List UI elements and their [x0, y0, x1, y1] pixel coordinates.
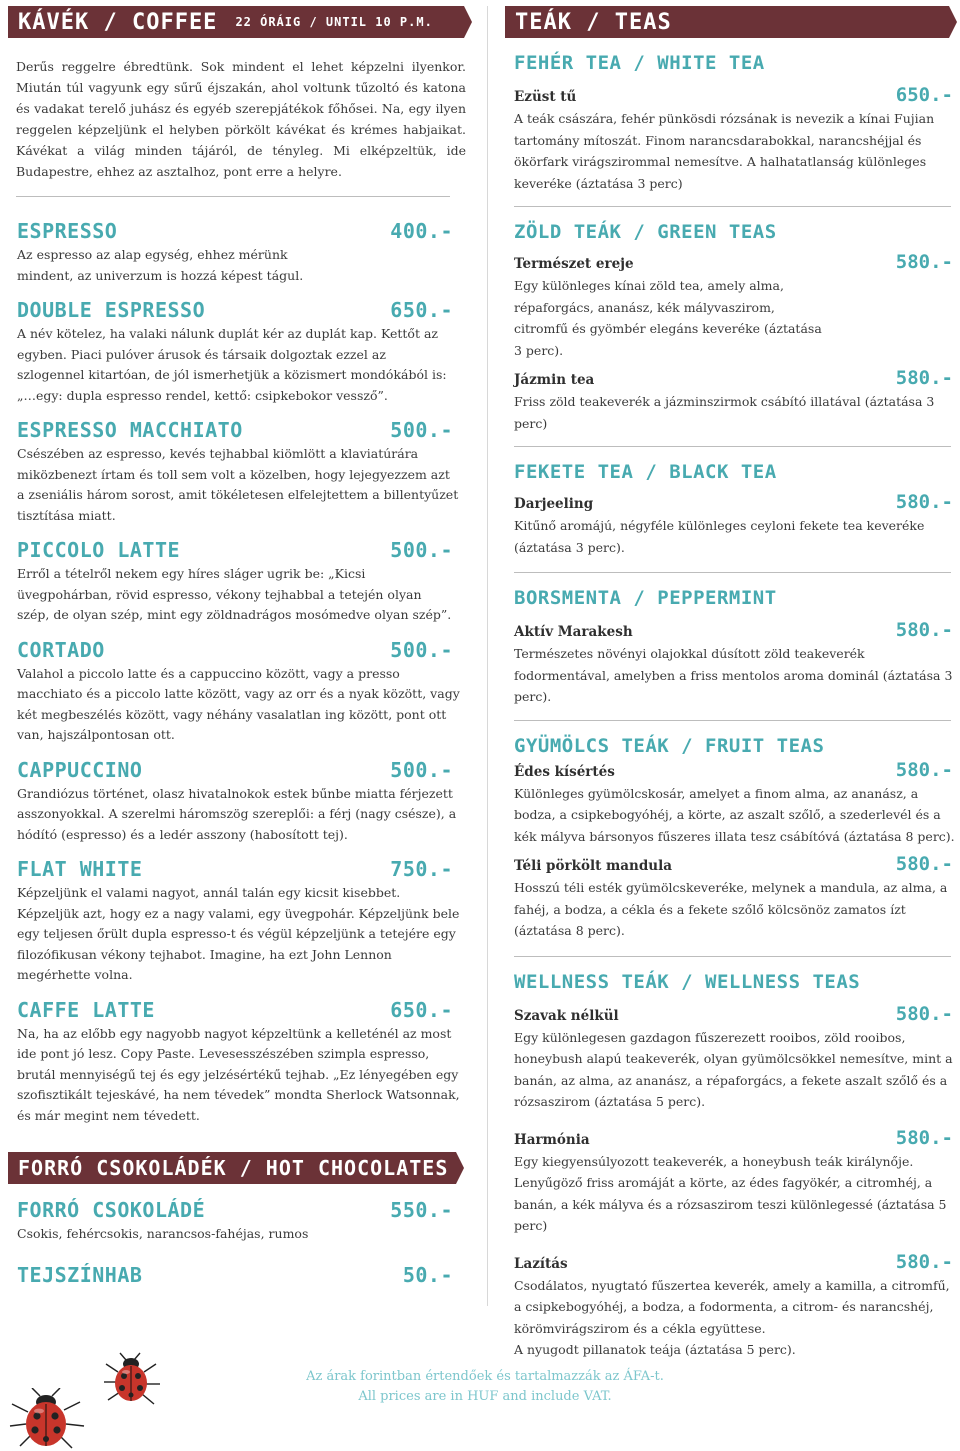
tea-desc: Hosszú téli esték gyümölcskeveréke, melynek a mandula, az alma, a fahéj, a bodza, a cékla és a fekete szőlő kölcsönöz zamatos ízt (áztatása 8 perc).: [514, 880, 948, 938]
tea-banner-title: TEÁK / TEAS: [515, 9, 672, 35]
menu-item: [8, 1198, 474, 1245]
tea-price: 580.-: [895, 1250, 953, 1273]
tea-name: Természet ereje: [514, 256, 634, 272]
tea-name: Jázmin tea: [514, 372, 595, 388]
tea-desc: Különleges gyümölcskosár, amelyet a finom alma, az ananász, a bodza, a csipkebogyóhéj, a körte, az aszalt szőlő, a szederlevél és a kék mályva bársonyos fűszeres illata tesz csábítóvá (áztatása 8 perc).: [514, 785, 955, 844]
item-name: PICCOLO LATTE: [17, 538, 181, 562]
tea-desc: A teák császára, fehér pünkösdi rózsának is nevezik a kínai Fujian tartomány mítoszát. Finom narancsdarabokkal, narancshéjjal és ökörfark virágszirommal nemesítve. A halhatatlanság különleges keveréke (áztatása 3 perc): [514, 111, 935, 191]
item-desc: Képzeljünk el valami nagyot, annál talán egy kicsit kisebbet. Képzeljük azt, hogy ez a nagy valami, egy üvegpohár. Képzeljünk bele egy teljesen őrült dupla espresso-t és végül képzeljünk a tetejére egy filozófikusan vékony tejhabot. Imagine, ha ezt John Lennon megérhette volna.: [17, 885, 460, 982]
tea-price: 580.-: [895, 491, 953, 513]
tea-price: 650.-: [895, 84, 953, 106]
item-desc: Erről a tételről nekem egy híres sláger ugrik be: „Kicsi üvegpohárban, rövid espresso, vékony tejhabbal a tetején olyan szép, de olyan szép, mint egy zöldnadrágos mosómedve olyan szép”.: [17, 566, 452, 622]
menu-item: [8, 418, 474, 526]
tea-name: Ezüst tű: [514, 89, 577, 105]
item-desc: Csészében az espresso, kevés tejhabbal kiömlött a klaviatúrára miközbenezt írtam és toll sem volt a közelben, hogy lejegyezzem azt a zseniális három sorost, amit tökéletesen elfelejtettem a billentyűzet tisztítása miatt.: [17, 446, 459, 523]
item-name: DOUBLE ESPRESSO: [17, 298, 206, 322]
coffee-banner-hours: 22 ÓRÁIG / UNTIL 10 P.M.: [235, 15, 433, 29]
tea-desc: Egy különlegesen gazdagon fűszerezett rooibos, zöld rooibos, honeybush alapú teakeverék, olyan gyümölcsökkel nemesítve, mint a banán, az alma, az ananász, a répaforgács, a fekete aszalt szőlő és a rózsaszirom (áztatása 5 perc).: [514, 1029, 953, 1109]
tea-category-title: FEKETE TEA / BLACK TEA: [514, 461, 777, 483]
item-price: 400.-: [390, 219, 453, 243]
tea-divider: [514, 956, 951, 957]
tea-item: [505, 759, 955, 848]
tea-item: [505, 1127, 955, 1237]
tea-name: Szavak nélkül: [514, 1007, 619, 1024]
item-desc: Az espresso az alap egység, ehhez mérünk mindent, az univerzum is hozzá képest tágul.: [17, 247, 304, 283]
item-price: 500.-: [390, 418, 453, 442]
tea-desc: Csodálatos, nyugtató fűszertea keverék, amely a kamilla, a citromfű, a csipkebogyóhéj, a bodza, a fodormenta, a citrom- és narancshéj, körömvirágszirom és a cékla együttese.: [514, 1277, 950, 1336]
price-note-en: All prices are in HUF and include VAT.: [358, 1389, 612, 1404]
menu-item: [8, 1263, 474, 1287]
tea-item: [505, 84, 955, 194]
tea-category-title: GYÜMÖLCS TEÁK / FRUIT TEAS: [514, 734, 825, 757]
tea-divider: [514, 572, 951, 573]
tea-desc: Friss zöld teakeverék a jázminszirmok csábító illatával (áztatása 3 perc): [514, 394, 935, 431]
tea-price: 580.-: [895, 1126, 953, 1149]
item-desc: Grandiózus történet, olasz hivatalnokok estek bűnbe miatta férjezett asszonyokkal. A szerelmi háromszög szereplői: a férj (nagy csésze), a hódító (espresso) és a ledér asszony (habosított tej).: [17, 785, 457, 842]
tea-banner: [505, 6, 949, 38]
column-divider: [487, 6, 488, 1306]
item-name: FORRÓ CSOKOLÁDÉ: [17, 1198, 206, 1222]
tea-divider: [514, 206, 951, 207]
tea-category-title: FEHÉR TEA / WHITE TEA: [514, 52, 765, 74]
item-name: TEJSZÍNHAB: [17, 1262, 143, 1287]
item-name: ESPRESSO MACCHIATO: [17, 418, 243, 442]
tea-item: [505, 619, 955, 708]
price-note-hu: Az árak forintban értendőek és tartalmazzák az ÁFA-t.: [306, 1369, 664, 1384]
ladybug-icon: [8, 1388, 88, 1450]
tea-price: 580.-: [895, 758, 953, 781]
item-name: CORTADO: [17, 637, 105, 662]
item-desc: Na, ha az előbb egy nagyobb nagyot képzeltünk a kelleténél az most ide pont jó lesz. Copy Paste. Levesesszészében szimpla espresso, brutál mennyiségű tej és egy jelzésértékű tejhab. „Ez lényegében egy szofisztikált tejeskávé, ha nem tévedek” mondta Sherlock Watsonnak, és már megint nem tévedett.: [17, 1025, 460, 1123]
item-price: 650.-: [390, 997, 453, 1022]
tea-divider: [514, 446, 951, 447]
tea-price: 580.-: [895, 619, 953, 641]
tea-name: Téli pörkölt mandula: [514, 858, 672, 874]
tea-column: [505, 0, 955, 1361]
menu-item: [8, 538, 474, 626]
coffee-column: [8, 0, 474, 1287]
item-price: 500.-: [390, 538, 453, 562]
tea-name: Aktív Marakesh: [514, 624, 633, 640]
hot-chocolate-banner-title: FORRÓ CSOKOLÁDÉK / HOT CHOCOLATES: [18, 1156, 449, 1180]
tea-item: [505, 853, 955, 942]
tea-name: Lazítás: [514, 1255, 568, 1272]
tea-name: Harmónia: [514, 1131, 590, 1148]
price-note: [250, 1367, 720, 1407]
item-desc: A név kötelez, ha valaki nálunk duplát kér az duplát kap. Kettőt az egyben. Piaci pulóver árusok és társaik dolgoztak ezzel az szlogennel kitartóan, de jól ismerhetjük a közismert mondókából is: „…egy: dupla espresso rendel, kettő: csipkebokor vessző”.: [17, 326, 447, 403]
tea-category-title: BORSMENTA / PEPPERMINT: [514, 587, 777, 609]
item-desc: Csokis, fehércsokis, narancsos-fahéjas, rumos: [17, 1226, 309, 1241]
item-name: CAPPUCCINO: [17, 757, 143, 782]
item-price: 750.-: [390, 857, 453, 881]
hot-chocolate-banner: [8, 1152, 456, 1184]
item-name: ESPRESSO: [17, 219, 118, 243]
menu-item: [8, 638, 474, 746]
item-desc: Valahol a piccolo latte és a cappuccino között, vagy a presso macchiato és a piccolo latte között, vagy az orr és a nyak között, vagy két megbeszélés között, vagy néhány vasalatlan ing között, pont ott van, hajszálpontosan ott.: [17, 665, 460, 742]
menu-item: [8, 298, 474, 406]
tea-desc: Kitűnő aromájú, négyféle különleges ceyloni fekete tea keveréke (áztatása 3 perc).: [514, 518, 925, 555]
item-price: 500.-: [390, 757, 453, 782]
item-price: 500.-: [390, 637, 453, 662]
menu-item: [8, 758, 474, 846]
menu-item: [8, 998, 474, 1127]
tea-name: Darjeeling: [514, 496, 594, 512]
tea-price: 580.-: [895, 251, 953, 273]
menu-item: [8, 857, 474, 986]
coffee-banner-title: KÁVÉK / COFFEE: [18, 9, 218, 35]
coffee-banner: [8, 6, 464, 38]
tea-category-title: WELLNESS TEÁK / WELLNESS TEAS: [514, 970, 861, 993]
tea-category-title: ZÖLD TEÁK / GREEN TEAS: [514, 221, 777, 243]
tea-price: 580.-: [895, 367, 953, 389]
tea-name: Édes kísértés: [514, 763, 615, 780]
tea-price: 580.-: [895, 853, 953, 875]
tea-desc: Egy különleges kínai zöld tea, amely alma, répaforgács, ananász, kék mályvaszirom, citromfű és gyömbér elegáns keveréke (áztatása 3 perc).: [514, 278, 822, 358]
item-name: CAFFE LATTE: [17, 997, 155, 1022]
menu-item: [8, 219, 474, 286]
tea-price: 580.-: [895, 1002, 953, 1025]
tea-item: [505, 1251, 955, 1361]
coffee-intro: Derűs reggelre ébredtünk. Sok mindent el lehet képzelni ilyenkor. Miután túl vagyunk egy sűrű éjszakán, ahol voltunk tűzoltó és katona és vadakat terelő juhász és egyéb szerepjátékok főhősei. Na, egy ilyen reggelen képzeljünk el helyben pörkölt kávékat és krémes habjaikat. Kávékat a világ minden tájáról, de tényleg. Mi elképzeltük, ide Budapestre, ehhez az asztalhoz, pont erre a helyre.: [16, 59, 466, 179]
tea-item: [505, 491, 955, 558]
tea-desc: Természetes növényi olajokkal dúsított zöld teakeverék fodormentával, amelyben a friss mentolos aroma dominál (áztatása 3 perc).: [514, 646, 953, 704]
tea-desc: Egy kiegyensúlyozott teakeverék, a honeybush teák királynője. Lenyűgöző friss aromáját a körte, az édes fagyökér, a citromhéj, a banán, a kék mályva és a rózsaszirom teszi különlegessé (áztatása 5 perc): [514, 1153, 947, 1233]
item-price: 50.-: [402, 1262, 453, 1287]
ladybug-icon: [100, 1352, 164, 1408]
item-price: 650.-: [390, 298, 453, 322]
tea-item: [505, 1003, 955, 1113]
tea-item: [505, 251, 955, 361]
tea-item: [505, 367, 955, 434]
tea-divider: [514, 720, 951, 721]
coffee-divider: [16, 196, 450, 197]
item-price: 550.-: [390, 1198, 453, 1222]
item-name: FLAT WHITE: [17, 857, 143, 881]
tea-desc-extra: A nyugodt pillanatok teája (áztatása 5 perc).: [514, 1342, 796, 1357]
